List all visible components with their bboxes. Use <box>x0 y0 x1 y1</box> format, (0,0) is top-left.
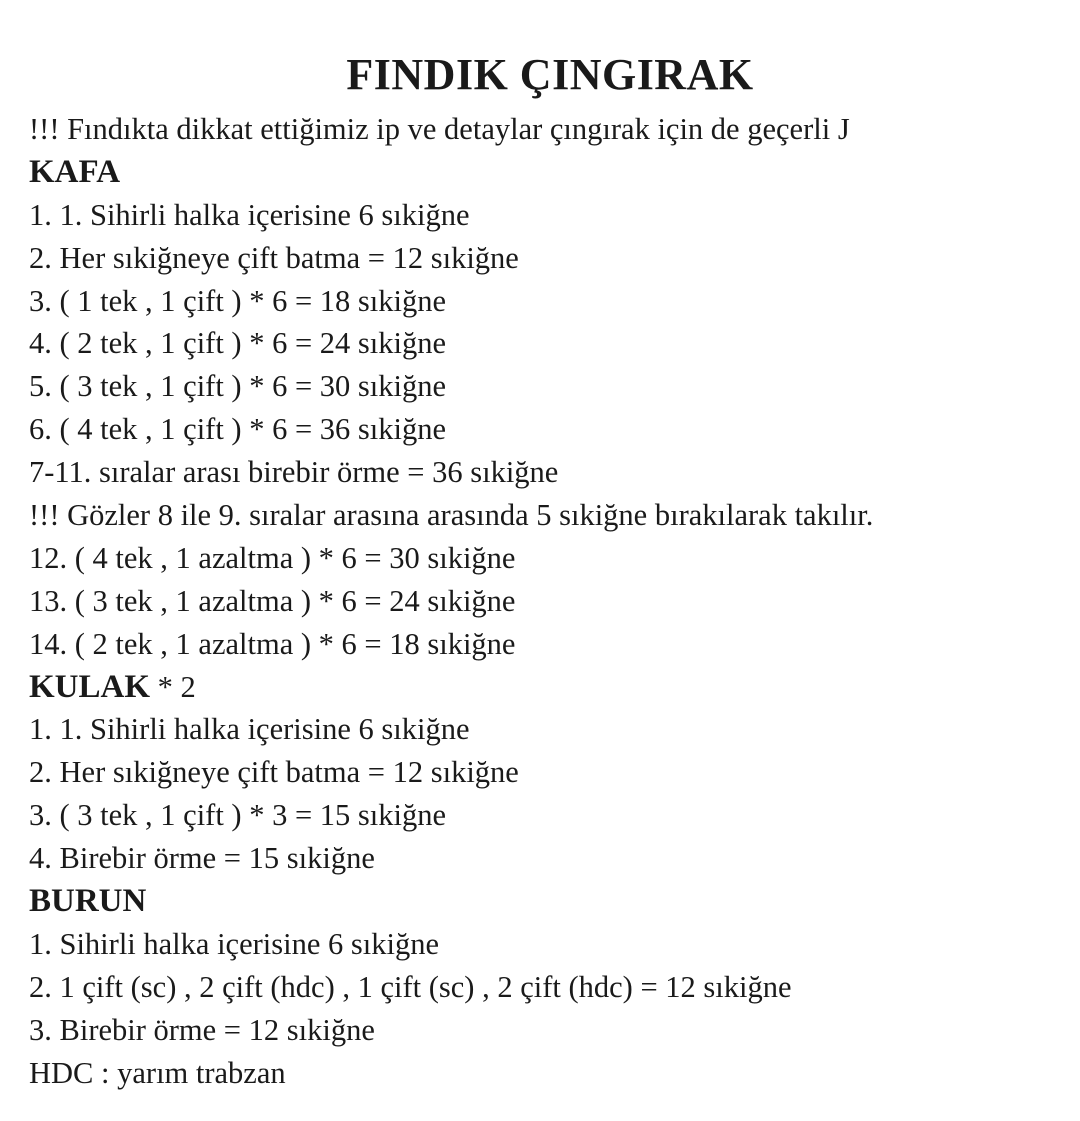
pattern-step: 7-11. sıralar arası birebir örme = 36 sıkiğne <box>29 455 559 490</box>
page-title: FINDIK ÇINGIRAK <box>346 50 754 99</box>
section-heading-kulak <box>29 666 1077 709</box>
pattern-step: 12. ( 4 tek , 1 azaltma ) * 6 = 30 sıkiğne <box>29 540 516 575</box>
pattern-step: 3. ( 3 tek , 1 çift ) * 3 = 15 sıkiğne <box>29 798 447 833</box>
pattern-step: 2. 1 çift (sc) , 2 çift (hdc) , 1 çift (sc) , 2 çift (hdc) = 12 sıkiğne <box>29 969 792 1004</box>
pattern-step: 5. ( 3 tek , 1 çift ) * 6 = 30 sıkiğne <box>29 369 447 404</box>
pattern-step: 4. Birebir örme = 15 sıkiğne <box>29 841 375 876</box>
intro-note: !!! Fındıkta dikkat ettiğimiz ip ve detaylar çıngırak için de geçerli J <box>29 112 850 146</box>
pattern-step: 3. ( 1 tek , 1 çift ) * 6 = 18 sıkiğne <box>29 283 447 318</box>
pattern-step: 1. 1. Sihirli halka içerisine 6 sıkiğne <box>29 197 470 232</box>
section-burun <box>29 923 1077 1095</box>
pattern-step: 3. Birebir örme = 12 sıkiğne <box>29 1012 375 1047</box>
section-heading-kafa: KAFA <box>29 153 121 190</box>
pattern-step: 2. Her sıkiğneye çift batma = 12 sıkiğne <box>29 755 519 790</box>
pattern-body <box>29 108 1077 1094</box>
pattern-step: 6. ( 4 tek , 1 çift ) * 6 = 36 sıkiğne <box>29 412 447 447</box>
pattern-step: 2. Her sıkiğneye çift batma = 12 sıkiğne <box>29 240 519 275</box>
pattern-step: 13. ( 3 tek , 1 azaltma ) * 6 = 24 sıkiğne <box>29 583 516 618</box>
section-heading-kulak-count: * 2 <box>150 669 196 704</box>
section-kafa <box>29 194 1077 666</box>
section-heading-burun: BURUN <box>29 883 147 920</box>
section-heading-kulak-label: KULAK <box>29 668 151 705</box>
pattern-step: 4. ( 2 tek , 1 çift ) * 6 = 24 sıkiğne <box>29 326 447 361</box>
pattern-note: !!! Gözler 8 ile 9. sıralar arasına arasında 5 sıkiğne bırakılarak takılır. <box>29 498 874 533</box>
pattern-step: 1. Sihirli halka içerisine 6 sıkiğne <box>29 926 439 961</box>
section-kulak <box>29 708 1077 880</box>
pattern-step: 14. ( 2 tek , 1 azaltma ) * 6 = 18 sıkiğne <box>29 626 516 661</box>
pattern-step: 1. 1. Sihirli halka içerisine 6 sıkiğne <box>29 712 470 747</box>
abbreviation-note: HDC : yarım trabzan <box>29 1055 286 1090</box>
